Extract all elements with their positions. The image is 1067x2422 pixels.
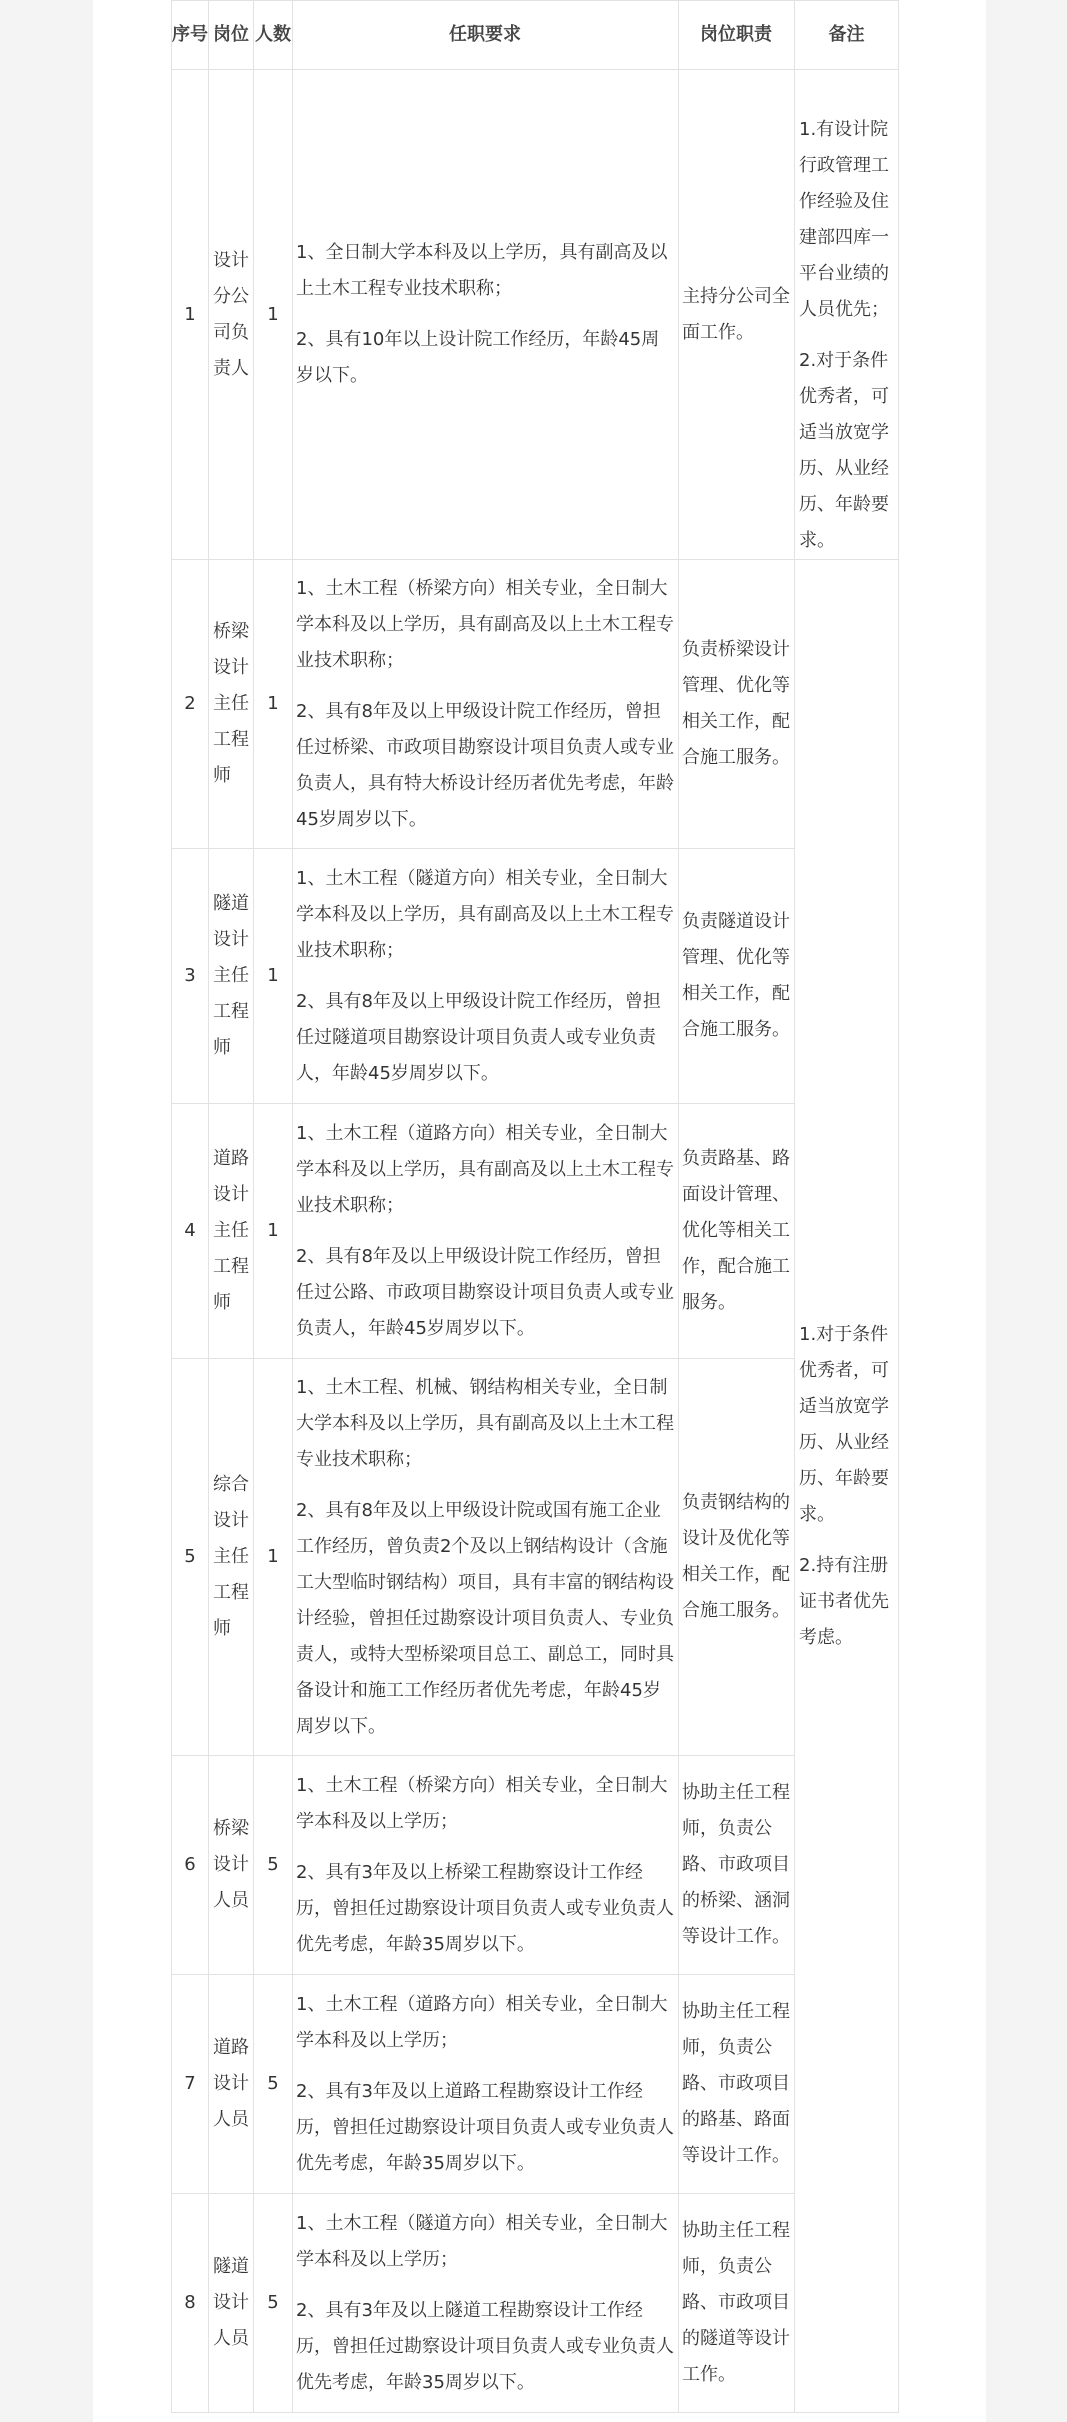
shared-note [795, 560, 899, 2413]
note-item: 1.有设计院行政管理工作经验及住建部四库一平台业绩的人员优先； [799, 119, 889, 320]
table-row [172, 1756, 899, 1975]
row-duty: 负责隧道设计管理、优化等相关工作，配合施工服务。 [679, 849, 795, 1104]
row-count: 1 [254, 70, 293, 560]
row-no: 1 [172, 70, 209, 560]
header-duties: 岗位职责 [679, 1, 795, 70]
job-table [171, 0, 899, 2413]
note-item: 2.对于条件优秀者，可适当放宽学历、从业经历、年龄要求。 [799, 350, 889, 551]
row-requirements [293, 2194, 679, 2413]
row-count: 1 [254, 1359, 293, 1756]
row-duty: 协助主任工程师，负责公路、市政项目的路基、路面等设计工作。 [679, 1975, 795, 2194]
table-row [172, 849, 899, 1104]
requirement-item: 2、具有8年及以上甲级设计院工作经历，曾担任过公路、市政项目勘察设计项目负责人或专业负责人，年龄45岁周岁以下。 [296, 1245, 674, 1339]
row-requirements [293, 1104, 679, 1359]
table-row [172, 1975, 899, 2194]
row-position: 综合设计主任工程师 [209, 1359, 254, 1756]
header-position: 岗位 [209, 1, 254, 70]
row-duty: 主持分公司全面工作。 [679, 70, 795, 560]
requirement-item: 1、土木工程（道路方向）相关专业，全日制大学本科及以上学历，具有副高及以上土木工程专业技术职称； [296, 1122, 674, 1216]
row-position: 道路设计主任工程师 [209, 1104, 254, 1359]
article-body [93, 0, 986, 2422]
requirement-item: 1、土木工程（桥梁方向）相关专业，全日制大学本科及以上学历； [296, 1774, 668, 1832]
requirement-item: 2、具有8年及以上甲级设计院工作经历，曾担任过桥梁、市政项目勘察设计项目负责人或专业负责人，具有特大桥设计经历者优先考虑，年龄45岁周岁以下。 [296, 700, 674, 830]
header-requirements: 任职要求 [293, 1, 679, 70]
row-duty: 负责钢结构的设计及优化等相关工作，配合施工服务。 [679, 1359, 795, 1756]
row-requirements [293, 1756, 679, 1975]
requirement-item: 1、全日制大学本科及以上学历，具有副高及以上土木工程专业技术职称； [296, 242, 668, 299]
requirement-item: 1、土木工程（道路方向）相关专业，全日制大学本科及以上学历； [296, 1993, 668, 2051]
row-count: 5 [254, 1975, 293, 2194]
row-requirements [293, 1359, 679, 1756]
row-requirements [293, 70, 679, 560]
row-position: 道路设计人员 [209, 1975, 254, 2194]
table-header-row [172, 1, 899, 70]
row-requirements [293, 560, 679, 849]
requirement-item: 2、具有8年及以上甲级设计院工作经历，曾担任过隧道项目勘察设计项目负责人或专业负责人，年龄45岁周岁以下。 [296, 990, 661, 1084]
row-note [795, 70, 899, 560]
row-position: 桥梁设计人员 [209, 1756, 254, 1975]
row-no: 5 [172, 1359, 209, 1756]
row-no: 4 [172, 1104, 209, 1359]
row-position: 桥梁设计主任工程师 [209, 560, 254, 849]
header-count: 人数 [254, 1, 293, 70]
row-duty: 协助主任工程师，负责公路、市政项目的隧道等设计工作。 [679, 2194, 795, 2413]
header-notes: 备注 [795, 1, 899, 70]
row-no: 7 [172, 1975, 209, 2194]
note-item: 1.对于条件优秀者，可适当放宽学历、从业经历、年龄要求。 [799, 1323, 889, 1525]
table-row [172, 560, 899, 849]
requirement-item: 2、具有3年及以上道路工程勘察设计工作经历，曾担任过勘察设计项目负责人或专业负责人优先考虑，年龄35周岁以下。 [296, 2080, 674, 2174]
row-requirements [293, 849, 679, 1104]
row-position: 设计分公司负责人 [209, 70, 254, 560]
note-item: 2.持有注册证书者优先考虑。 [799, 1554, 889, 1648]
row-count: 1 [254, 849, 293, 1104]
table-row [172, 2194, 899, 2413]
header-no: 序号 [172, 1, 209, 70]
row-no: 2 [172, 560, 209, 849]
requirement-item: 1、土木工程（隧道方向）相关专业，全日制大学本科及以上学历； [296, 2212, 668, 2270]
row-duty: 负责桥梁设计管理、优化等相关工作，配合施工服务。 [679, 560, 795, 849]
requirement-item: 1、土木工程（隧道方向）相关专业，全日制大学本科及以上学历，具有副高及以上土木工程专业技术职称； [296, 867, 674, 961]
row-no: 6 [172, 1756, 209, 1975]
table-row [172, 1104, 899, 1359]
table-row [172, 70, 899, 560]
row-count: 1 [254, 560, 293, 849]
requirement-item: 1、土木工程、机械、钢结构相关专业，全日制大学本科及以上学历，具有副高及以上土木工程专业技术职称； [296, 1376, 674, 1470]
requirement-item: 2、具有8年及以上甲级设计院或国有施工企业工作经历，曾负责2个及以上钢结构设计（含施工大型临时钢结构）项目，具有丰富的钢结构设计经验，曾担任过勘察设计项目负责人、专业负责人，或特大型桥梁项目总工、副总工，同时具备设计和施工工作经历者优先考虑，年龄45岁周岁以下。 [296, 1499, 674, 1737]
requirement-item: 2、具有10年以上设计院工作经历，年龄45周岁以下。 [296, 329, 660, 386]
row-count: 5 [254, 1756, 293, 1975]
requirement-item: 1、土木工程（桥梁方向）相关专业，全日制大学本科及以上学历，具有副高及以上土木工程专业技术职称； [296, 577, 674, 671]
requirement-item: 2、具有3年及以上隧道工程勘察设计工作经历，曾担任过勘察设计项目负责人或专业负责人优先考虑，年龄35周岁以下。 [296, 2299, 674, 2393]
row-no: 8 [172, 2194, 209, 2413]
row-position: 隧道设计主任工程师 [209, 849, 254, 1104]
row-count: 1 [254, 1104, 293, 1359]
requirement-item: 2、具有3年及以上桥梁工程勘察设计工作经历，曾担任过勘察设计项目负责人或专业负责人优先考虑，年龄35周岁以下。 [296, 1861, 674, 1955]
row-count: 5 [254, 2194, 293, 2413]
row-no: 3 [172, 849, 209, 1104]
row-duty: 负责路基、路面设计管理、优化等相关工作，配合施工服务。 [679, 1104, 795, 1359]
row-position: 隧道设计人员 [209, 2194, 254, 2413]
table-row [172, 1359, 899, 1756]
row-requirements [293, 1975, 679, 2194]
row-duty: 协助主任工程师，负责公路、市政项目的桥梁、涵洞等设计工作。 [679, 1756, 795, 1975]
